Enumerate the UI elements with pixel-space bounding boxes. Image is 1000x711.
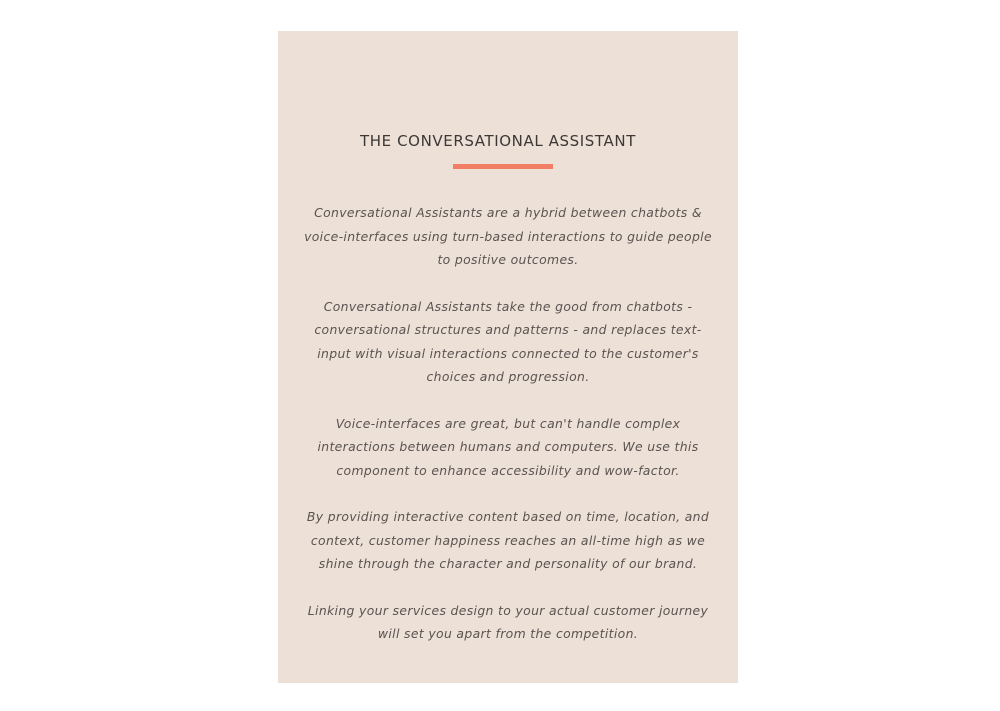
card-paragraph: Conversational Assistants take the good from chatbots - conversational structures and patterns - and replaces text-input with visual interactions connected to the customer's choices and progression. bbox=[314, 298, 702, 384]
card-paragraph: Conversational Assistants are a hybrid between chatbots & voice-interfaces using turn-based interactions to guide people to positive outcomes. bbox=[304, 205, 712, 267]
title-underline-divider bbox=[453, 164, 553, 169]
card-paragraph: By providing interactive content based on time, location, and context, customer happiness reaches an all-time high as we shine through the character and personality of our brand. bbox=[306, 509, 710, 571]
info-card bbox=[278, 31, 738, 683]
card-paragraph: Voice-interfaces are great, but can't handle complex interactions between humans and computers. We use this component to enhance accessibility and wow-factor. bbox=[317, 415, 699, 478]
card-body bbox=[300, 201, 716, 669]
card-paragraph: Linking your services design to your actual customer journey will set you apart from the competition. bbox=[307, 602, 709, 641]
card-title: THE CONVERSATIONAL ASSISTANT bbox=[360, 132, 636, 150]
